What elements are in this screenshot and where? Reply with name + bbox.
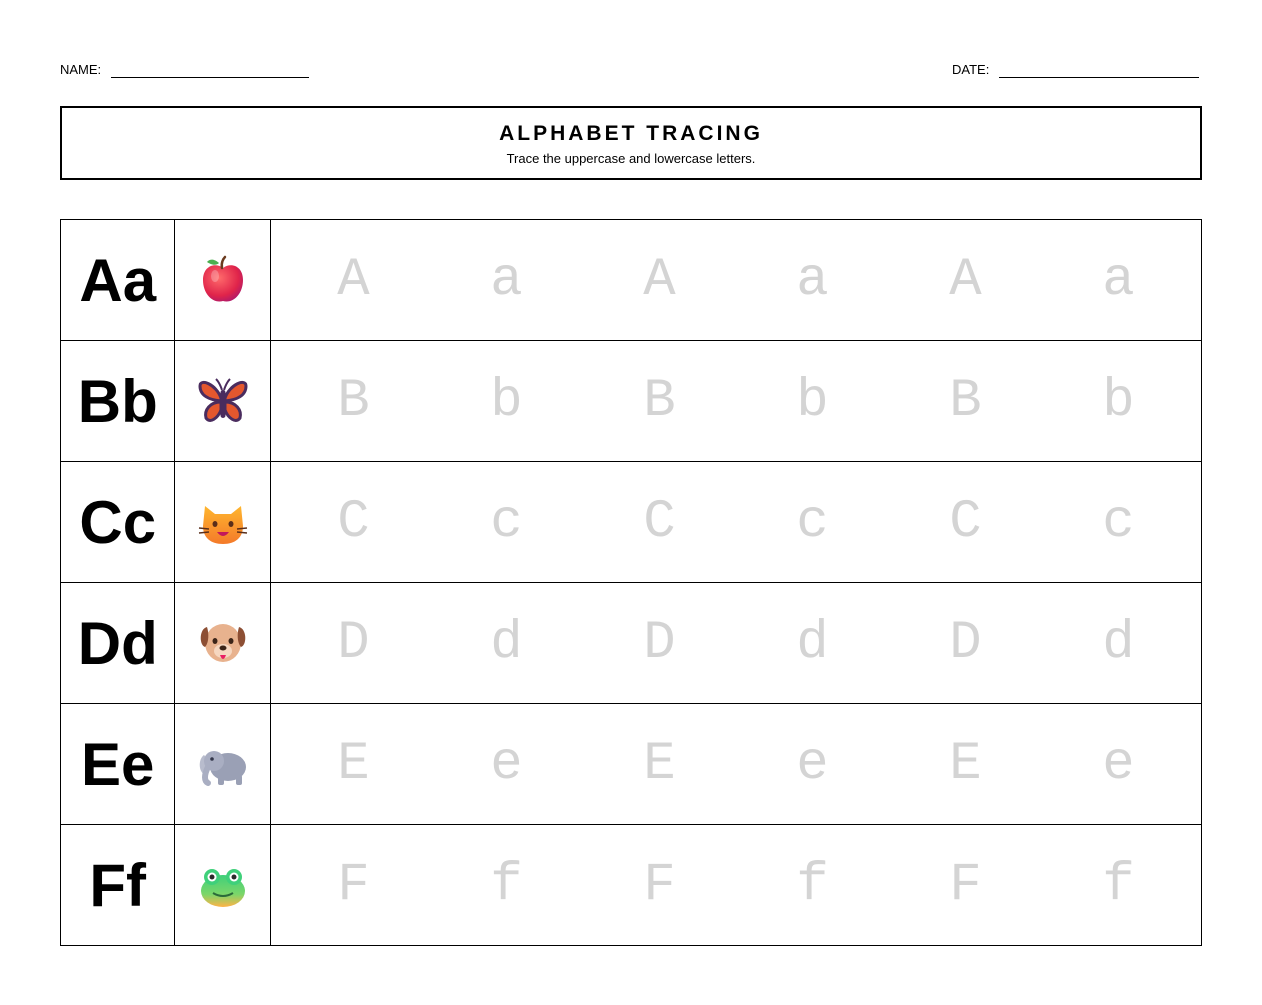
elephant-icon (196, 737, 250, 791)
trace-letter: d (490, 612, 523, 674)
trace-letter: b (490, 370, 523, 432)
trace-letter: f (796, 854, 829, 916)
trace-letter: C (643, 491, 676, 553)
trace-letter: e (1102, 733, 1135, 795)
tracing-grid (60, 219, 1202, 946)
letter-pair: Ee (61, 704, 175, 824)
trace-letter: F (337, 854, 370, 916)
date-label: DATE: (952, 62, 990, 77)
trace-letter: D (337, 612, 370, 674)
letter-row-e (61, 704, 1201, 825)
trace-letter: e (796, 733, 829, 795)
trace-letter: a (796, 249, 829, 311)
date-field (952, 58, 1199, 78)
letter-row-d (61, 583, 1201, 704)
trace-letter: A (949, 249, 982, 311)
letter-pair: Cc (61, 462, 175, 582)
trace-letter: e (490, 733, 523, 795)
trace-letter: E (643, 733, 676, 795)
letter-row-c (61, 462, 1201, 583)
trace-letter: E (337, 733, 370, 795)
letter-pair: Dd (61, 583, 175, 703)
trace-letter: a (490, 249, 523, 311)
trace-letter: B (643, 370, 676, 432)
trace-letter: f (1102, 854, 1135, 916)
letter-pair: Ff (61, 825, 175, 945)
name-blank-line[interactable] (111, 61, 309, 78)
title-box (60, 106, 1202, 180)
trace-letter: B (949, 370, 982, 432)
name-field (60, 58, 309, 78)
trace-letter: C (337, 491, 370, 553)
trace-letter: f (490, 854, 523, 916)
worksheet-title: ALPHABET TRACING (499, 122, 763, 145)
trace-letter: b (1102, 370, 1135, 432)
letter-row-b (61, 341, 1201, 462)
letter-pair: Bb (61, 341, 175, 461)
trace-letter: D (643, 612, 676, 674)
trace-letter: F (949, 854, 982, 916)
letter-row-a (61, 220, 1201, 341)
worksheet-subtitle: Trace the uppercase and lowercase letters. (506, 151, 756, 166)
trace-letter: B (337, 370, 370, 432)
trace-letter: c (490, 491, 523, 553)
trace-letter: A (643, 249, 676, 311)
trace-letter: a (1102, 249, 1135, 311)
letter-pair: Aa (61, 220, 175, 340)
trace-letter: D (949, 612, 982, 674)
butterfly-icon (196, 374, 250, 428)
trace-letter: A (337, 249, 370, 311)
trace-letter: b (796, 370, 829, 432)
cat-icon (197, 496, 249, 548)
dog-icon (197, 617, 249, 669)
name-label: NAME: (60, 62, 102, 77)
trace-letter: E (949, 733, 982, 795)
trace-letter: d (796, 612, 829, 674)
frog-icon (197, 859, 249, 911)
trace-letter: c (796, 491, 829, 553)
trace-letter: c (1102, 491, 1135, 553)
date-blank-line[interactable] (999, 61, 1199, 78)
apple-icon (197, 254, 249, 306)
letter-row-f (61, 825, 1201, 945)
trace-letter: C (949, 491, 982, 553)
trace-letter: F (643, 854, 676, 916)
trace-letter: d (1102, 612, 1135, 674)
